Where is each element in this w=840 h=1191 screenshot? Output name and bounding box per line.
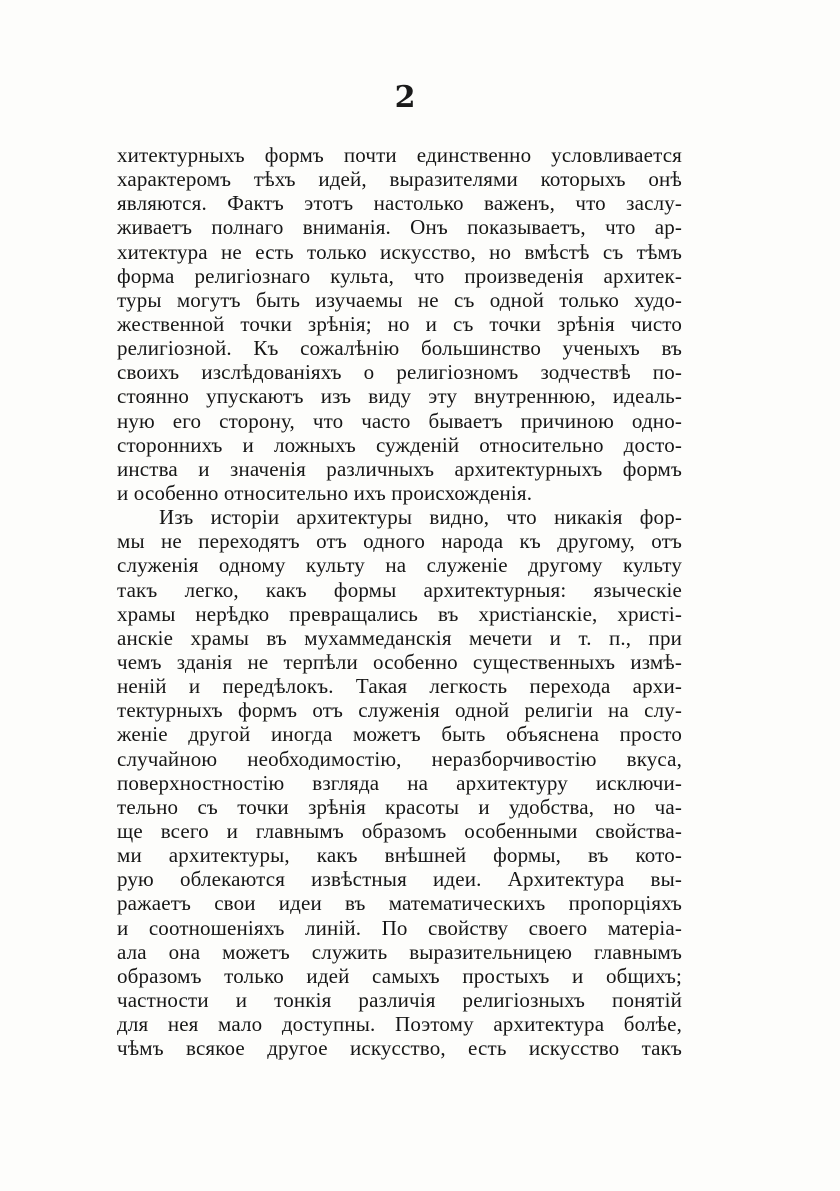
text-line: своихъ изслѣдованіяхъ о религіозномъ зодчествѣ по- <box>117 360 682 385</box>
text-line: инства и значенія различныхъ архитектурныхъ формъ <box>117 456 682 481</box>
text-line: неній и передѣлокъ. Такая легкость перехода архи- <box>117 674 682 699</box>
text-line: тектурныхъ формъ отъ служенія одной религіи на слу- <box>117 698 682 723</box>
text-line: чѣмъ всякое другое искусство, есть искусство такъ <box>117 1036 682 1061</box>
text-line: поверхностностію взгляда на архитектуру исключи- <box>117 770 682 795</box>
text-line: туры могутъ быть изучаемы не съ одной только худо- <box>117 287 682 312</box>
text-line: стоянно упускаютъ изъ виду эту внутреннюю, идеаль- <box>117 384 682 409</box>
text-line: случайною необходимостію, неразборчивостію вкуса, <box>117 746 682 771</box>
text-line: и соотношеніяхъ линій. По свойству своего матеріа- <box>117 915 682 940</box>
paragraph-2 <box>117 505 682 1060</box>
text-line: стороннихъ и ложныхъ сужденій относительно досто- <box>117 432 682 457</box>
text-line: рую облекаются извѣстныя идеи. Архитектура вы- <box>117 867 682 892</box>
paragraph-1 <box>117 143 682 505</box>
text-line: служенія одному культу на служеніе другому культу <box>117 553 682 578</box>
text-line: храмы нерѣдко превращались въ христіанскіе, христі- <box>117 601 682 626</box>
text-line: ражаетъ свои идеи въ математическихъ пропорціяхъ <box>117 891 682 916</box>
text-line: и особенно относительно ихъ происхожденія. <box>117 480 533 505</box>
text-line: тельно съ точки зрѣнія красоты и удобства, но ча- <box>117 794 682 819</box>
text-line: хитектура не есть только искусство, но вмѣстѣ съ тѣмъ <box>117 239 682 264</box>
text-line: образомъ только идей самыхъ простыхъ и общихъ; <box>117 963 682 988</box>
text-line: ала она можетъ служить выразительницею главнымъ <box>117 939 682 964</box>
text-line: такъ легко, какъ формы архитектурныя: языческіе <box>117 577 682 602</box>
text-line: характеромъ тѣхъ идей, выразителями которыхъ онѣ <box>117 167 682 192</box>
text-line: религіозной. Къ сожалѣнію большинство ученыхъ въ <box>117 336 682 361</box>
text-line: ми архитектуры, какъ внѣшней формы, въ кото- <box>117 843 682 868</box>
text-line: частности и тонкія различія религіозныхъ понятій <box>117 987 682 1012</box>
text-line: для нея мало доступны. Поэтому архитектура болѣе, <box>117 1012 682 1037</box>
text-line: ную его сторону, что часто бываетъ причиною одно- <box>117 408 682 433</box>
text-line: анскіе храмы въ мухаммеданскія мечети и т. п., при <box>117 625 682 650</box>
body-text <box>117 143 682 1060</box>
text-line: форма религіознаго культа, что произведенія архитек- <box>117 263 682 288</box>
text-line: чемъ зданія не терпѣли особенно существенныхъ измѣ- <box>117 649 682 674</box>
text-line: ще всего и главнымъ образомъ особенными свойства- <box>117 818 682 843</box>
text-line: живаетъ полнаго вниманія. Онъ показываетъ, что ар- <box>117 215 682 240</box>
page-number: 2 <box>394 80 416 115</box>
text-line: женіе другой иногда можетъ быть объяснена просто <box>117 722 682 747</box>
text-line: жественной точки зрѣнія; но и съ точки зрѣнія чисто <box>117 311 682 336</box>
text-line: хитектурныхъ формъ почти единственно условливается <box>117 143 682 167</box>
text-line: мы не переходятъ отъ одного народа къ другому, отъ <box>117 529 682 554</box>
text-line: являются. Фактъ этотъ настолько важенъ, что заслу- <box>117 191 682 216</box>
text-line: Изъ исторіи архитектуры видно, что никакія фор- <box>159 505 682 530</box>
